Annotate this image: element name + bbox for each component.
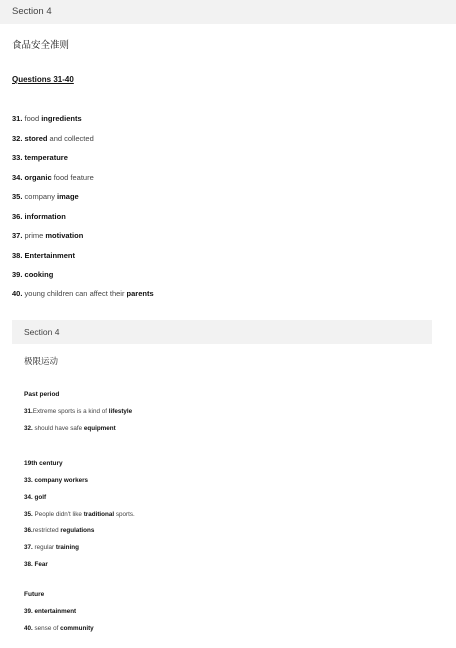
item-number: 32. (12, 134, 23, 143)
item-number: 31. (12, 114, 23, 123)
item-number: 37. (24, 544, 33, 551)
item-keyword: Fear (34, 561, 48, 568)
list-item (24, 425, 116, 432)
item-number: 35. (24, 511, 33, 518)
item-text: food (22, 114, 42, 123)
item-text: company (22, 192, 58, 201)
section-header-band (12, 320, 432, 344)
list-item (24, 527, 94, 534)
item-number: 37. (12, 231, 23, 240)
list-item (12, 231, 83, 240)
item-text: young children can affect their (22, 289, 127, 298)
item-text: People didn't like (32, 511, 84, 518)
list-item (24, 544, 79, 551)
item-keyword: regulations (60, 527, 95, 534)
list-item (12, 251, 75, 260)
group-heading: Future (24, 591, 45, 598)
section-header-band (0, 0, 456, 24)
item-keyword: information (24, 212, 66, 221)
list-item (24, 608, 76, 615)
list-item (12, 270, 53, 279)
item-keyword: motivation (45, 231, 84, 240)
item-keyword: cooking (24, 270, 54, 279)
list-item (24, 477, 88, 484)
item-number: 32. (24, 425, 33, 432)
list-item (12, 134, 94, 143)
item-keyword: traditional (83, 511, 115, 518)
item-number: 38. (12, 251, 23, 260)
list-item (24, 561, 48, 568)
item-text: prime (22, 231, 46, 240)
section-header: Section 4 (24, 327, 60, 337)
item-keyword: lifestyle (108, 408, 133, 415)
item-keyword: Entertainment (24, 251, 75, 260)
item-number: 39. (12, 270, 23, 279)
item-number: 36. (12, 212, 23, 221)
item-text: restricted (32, 527, 61, 534)
list-item (12, 114, 82, 123)
item-keyword: image (57, 192, 79, 201)
list-item (24, 625, 94, 632)
item-number: 34. (12, 173, 23, 182)
item-number: 40. (12, 289, 23, 298)
item-number: 38. (24, 561, 33, 568)
item-keyword: golf (34, 494, 47, 501)
item-keyword: company workers (34, 477, 89, 484)
section-header: Section 4 (12, 6, 52, 17)
item-text: Extreme sports is a kind of (32, 408, 109, 415)
list-item (12, 173, 94, 182)
item-keyword: community (60, 625, 94, 632)
item-keyword: ingredients (41, 114, 82, 123)
item-keyword: temperature (24, 153, 68, 162)
group-heading: Past period (24, 391, 60, 398)
item-number: 36. (24, 527, 33, 534)
item-number: 35. (12, 192, 23, 201)
list-item (24, 511, 135, 518)
item-number: 39. (24, 608, 33, 615)
list-item (12, 212, 66, 221)
list-item (12, 153, 68, 162)
section-title: 极限运动 (24, 356, 59, 366)
section-title: 食品安全准则 (12, 40, 70, 51)
item-keyword: equipment (83, 425, 116, 432)
item-number: 33. (24, 477, 33, 484)
item-keyword: entertainment (34, 608, 77, 615)
item-keyword: stored (24, 134, 48, 143)
questions-heading: Questions 31-40 (12, 75, 74, 84)
item-text: regular (32, 544, 56, 551)
item-text: food feature (51, 173, 94, 182)
item-text: sense of (32, 625, 61, 632)
item-text: and collected (47, 134, 94, 143)
item-number: 40. (24, 625, 33, 632)
item-number: 33. (12, 153, 23, 162)
item-text: sports. (114, 511, 135, 518)
item-number: 34. (24, 494, 33, 501)
item-text: should have safe (32, 425, 84, 432)
item-number: 31. (24, 408, 33, 415)
item-keyword: parents (126, 289, 154, 298)
list-item (12, 192, 79, 201)
item-keyword: training (55, 544, 79, 551)
item-keyword: organic (24, 173, 52, 182)
list-item (24, 408, 132, 415)
list-item (12, 289, 154, 298)
group-heading: 19th century (24, 460, 63, 467)
list-item (24, 494, 46, 501)
